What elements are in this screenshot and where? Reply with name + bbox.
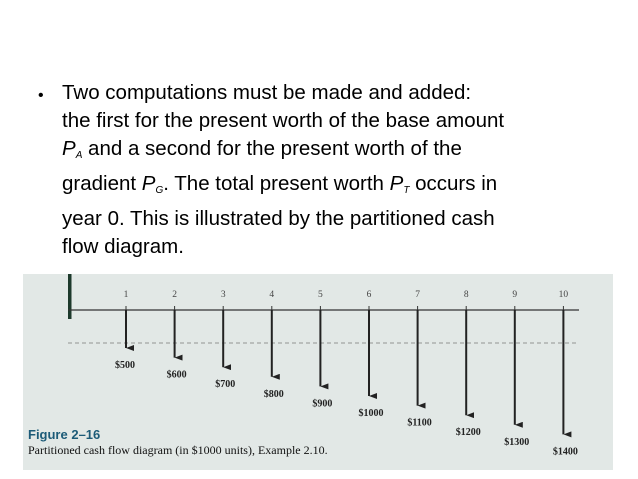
p-symbol: P [141,172,156,195]
year-label: 10 [558,290,569,300]
year-label: 5 [318,290,323,300]
line-4-a: gradient [62,172,142,195]
bullet-line-2: the first for the present worth of the base amount [62,109,505,132]
year-label: 9 [512,290,518,300]
amount-label: $600 [166,369,187,381]
subscript-t: T [403,185,410,196]
bullet-line-4 [62,170,618,205]
subscript-a: A [75,150,83,161]
subscript-g: G [155,185,164,196]
bullet-line-1: Two computations must be made and added: [62,81,472,104]
amount-label: $800 [263,388,284,400]
amount-label: $1300 [504,436,530,448]
cash-flow-figure [23,274,613,470]
amount-label: $900 [312,398,333,410]
p-symbol: P [389,172,404,195]
amount-label: $1100 [407,417,432,429]
bullet-item [38,79,618,261]
line-3-rest: and a second for the present worth of the [82,137,462,160]
cash-flow-diagram [23,274,613,470]
amount-label: $1400 [552,446,578,458]
bullet-line-3 [62,135,618,170]
bullet-line-5: year 0. This is illustrated by the partitioned cash [62,207,495,230]
bullet-icon: • [38,87,44,104]
figure-caption: Partitioned cash flow diagram (in $1000 units), Example 2.10. [28,443,328,457]
year-label: 6 [366,290,372,300]
amount-label: $500 [115,360,135,371]
amount-label: $1000 [358,408,384,419]
year-label: 8 [463,290,469,300]
year-label: 1 [123,290,129,300]
line-4-b: . The total present worth [163,172,390,195]
p-symbol: P [62,137,76,160]
year-label: 2 [172,290,177,300]
amount-label: $1200 [455,427,481,439]
amount-label: $700 [215,379,236,391]
year-zero-bar [68,274,72,319]
bullet-paragraph [62,79,618,261]
line-4-c: occurs in [409,172,498,195]
bullet-line-6: flow diagram. [62,235,184,258]
year-label: 3 [220,290,226,300]
figure-title: Figure 2–16 [28,427,101,442]
year-label: 7 [415,290,420,300]
year-label: 4 [269,290,275,300]
